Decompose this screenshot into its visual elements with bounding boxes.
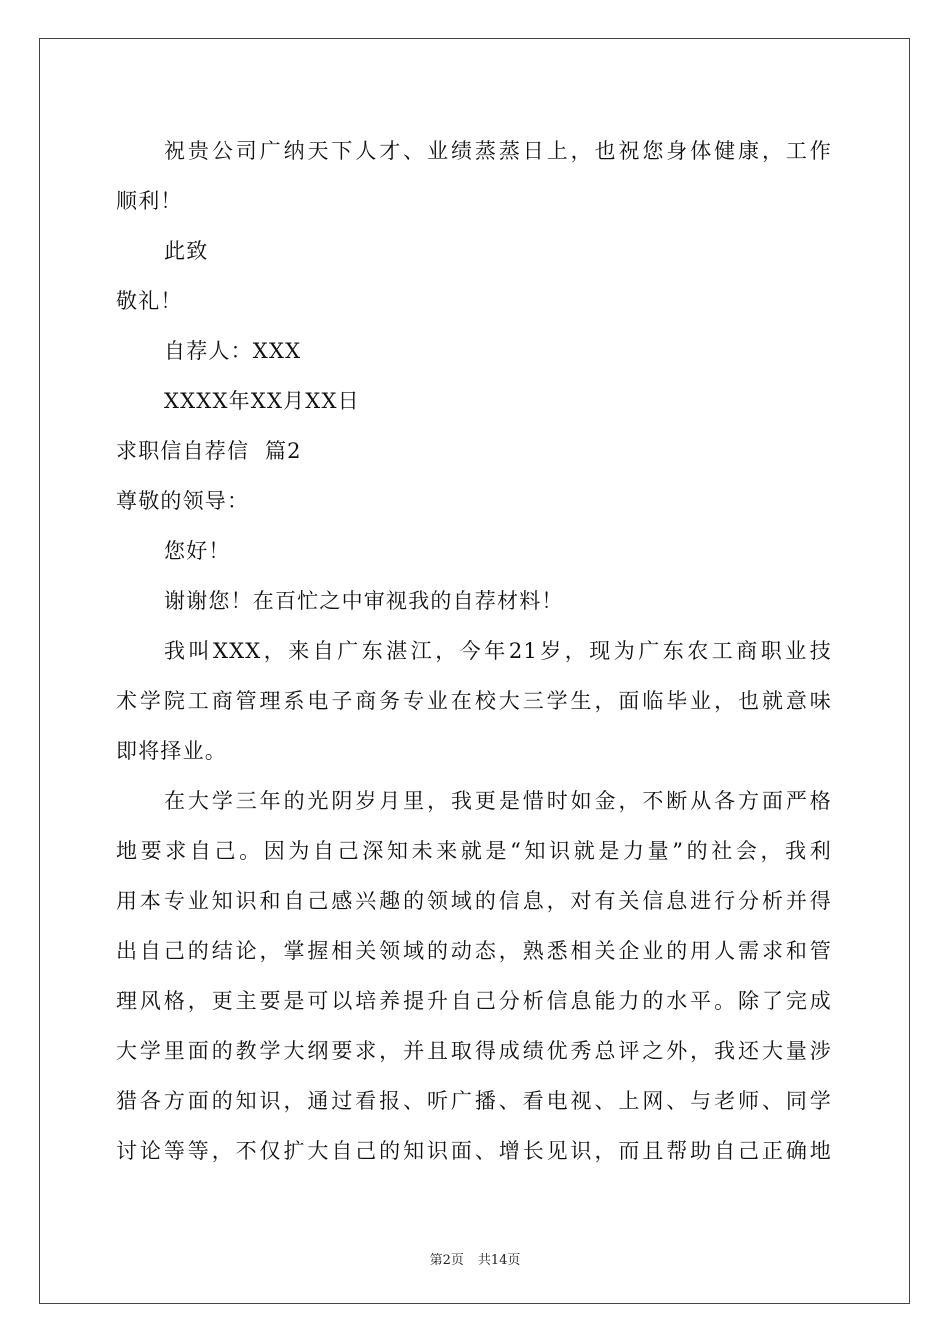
text-line: 出自己的结论，掌握相关领域的动态，熟悉相关企业的用人需求和管 (116, 939, 832, 963)
salutation: 尊敬的领导： (116, 489, 250, 513)
page-footer (0, 1249, 950, 1268)
text-line: 即将择业。 (116, 739, 227, 763)
text-line: 我叫XXX，来自广东湛江，今年21岁，现为广东农工商职业技 (164, 639, 832, 663)
section-heading: 求职信自荐信 篇2 (116, 439, 302, 463)
date-line: XXXX年XX月XX日 (164, 389, 360, 413)
text-line: 猎各方面的知识，通过看报、听广播、看电视、上网、与老师、同学 (116, 1089, 832, 1113)
text-line: 地要求自己。因为自己深知未来就是“知识就是力量”的社会，我利 (116, 839, 832, 863)
text-line: 术学院工商管理系电子商务专业在校大三学生，面临毕业，也就意味 (116, 689, 832, 713)
text-line: 此致 (164, 239, 209, 263)
letter-body (116, 126, 832, 1176)
text-line: 在大学三年的光阴岁月里，我更是惜时如金，不断从各方面严格 (164, 789, 832, 813)
text-line: 敬礼！ (116, 289, 183, 313)
text-line: 大学里面的教学大纲要求，并且取得成绩优秀总评之外，我还大量涉 (116, 1039, 832, 1063)
text-line: 顺利！ (116, 189, 183, 213)
text-line: 理风格，更主要是可以培养提升自己分析信息能力的水平。除了完成 (116, 989, 832, 1013)
page-total: 共14页 (477, 1253, 521, 1268)
text-line: 祝贵公司广纳天下人才、业绩蒸蒸日上，也祝您身体健康，工作 (164, 139, 832, 163)
text-line: 用本专业知识和自己感兴趣的领域的信息，对有关信息进行分析并得 (116, 889, 832, 913)
text-line: 您好！ (164, 539, 231, 563)
signature-line: 自荐人：XXX (164, 339, 302, 363)
text-line: 讨论等等，不仅扩大自己的知识面、增长见识，而且帮助自己正确地 (116, 1139, 832, 1163)
text-line: 谢谢您！在百忙之中审视我的自荐材料！ (164, 589, 564, 613)
page-number: 第2页 (429, 1253, 464, 1268)
